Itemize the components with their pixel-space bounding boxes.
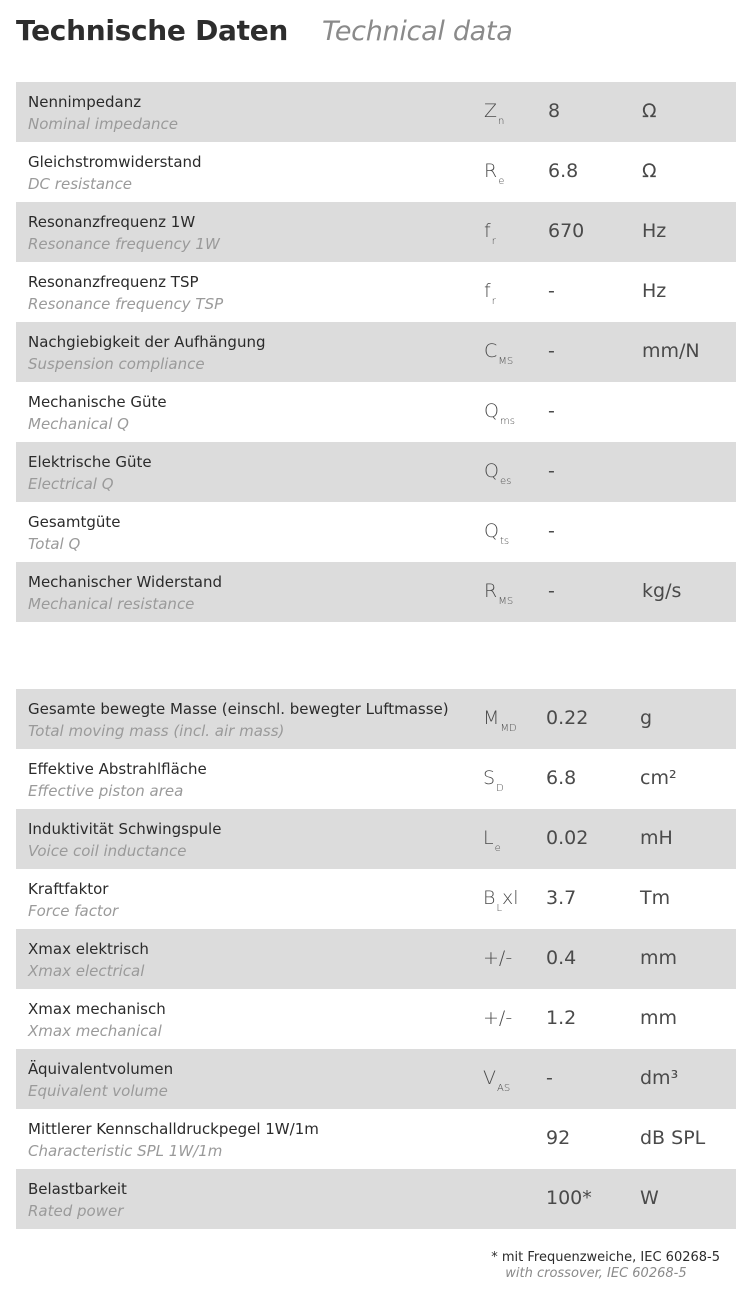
spec-symbol-main: B [483, 887, 496, 909]
spec-symbol [483, 1007, 513, 1029]
spec-unit: Ω [642, 160, 657, 182]
spec-unit: Ω [642, 100, 657, 122]
spec-row [16, 502, 736, 562]
spec-symbol-main: Z [484, 100, 498, 122]
spec-symbol-main: Q [484, 520, 499, 542]
page-heading [16, 14, 512, 58]
spec-symbol [483, 827, 501, 854]
spec-label-english: Resonance frequency 1W [28, 235, 220, 253]
spec-label-german: Xmax mechanisch [28, 1000, 166, 1018]
spec-symbol [484, 100, 505, 127]
spec-row [16, 1049, 736, 1109]
spec-symbol-subscript: MD [500, 723, 517, 734]
spec-label-german: Nennimpedanz [28, 93, 142, 111]
spec-symbol-subscript: ts [499, 536, 510, 547]
spec-value: 1.2 [546, 1007, 577, 1029]
spec-label-german: Nachgiebigkeit der Aufhängung [28, 333, 266, 351]
spec-unit: mH [640, 827, 673, 849]
spec-label-english: Nominal impedance [28, 115, 179, 133]
spec-symbol [484, 400, 515, 427]
spec-unit: kg/s [642, 580, 682, 602]
spec-unit: cm² [640, 767, 677, 789]
spec-row [16, 689, 736, 749]
spec-symbol [483, 947, 513, 969]
spec-row [16, 869, 736, 929]
spec-symbol-main: C [484, 340, 498, 362]
spec-symbol [483, 1187, 484, 1209]
spec-symbol-subscript: MS [498, 596, 514, 607]
spec-label-german: Äquivalentvolumen [28, 1060, 174, 1078]
spec-symbol-main: S [483, 767, 496, 789]
spec-symbol-main: L [483, 827, 494, 849]
spec-label-german: Belastbarkeit [28, 1180, 127, 1198]
spec-label-english: Voice coil inductance [28, 842, 187, 860]
spec-row [16, 202, 736, 262]
spec-symbol-main: +/- [483, 947, 513, 969]
spec-label-english: Xmax mechanical [28, 1022, 162, 1040]
spec-value: - [548, 340, 555, 362]
spec-unit: mm [640, 947, 678, 969]
spec-label-english: Effective piston area [28, 782, 184, 800]
spec-label-english: Total Q [28, 535, 81, 553]
spec-value: 100* [546, 1187, 592, 1209]
spec-unit: Hz [642, 280, 667, 302]
spec-symbol [483, 767, 504, 794]
spec-label-english: Characteristic SPL 1W/1m [28, 1142, 223, 1160]
spec-row [16, 989, 736, 1049]
spec-symbol-subscript: L [496, 903, 503, 914]
heading-english: Technical data [322, 16, 513, 47]
spec-symbol-subscript: e [498, 176, 505, 187]
heading-german: Technische Daten [16, 14, 289, 47]
spec-label-english: Rated power [28, 1202, 124, 1220]
spec-symbol-main: M [483, 707, 500, 729]
spec-value: - [548, 520, 555, 542]
spec-symbol [483, 1127, 484, 1149]
spec-label-german: Elektrische Güte [28, 453, 152, 471]
spec-symbol-subscript: ms [499, 416, 515, 427]
spec-label-german: Resonanzfrequenz TSP [28, 273, 199, 291]
spec-row [16, 382, 736, 442]
spec-label-german: Kraftfaktor [28, 880, 109, 898]
spec-label-english: DC resistance [28, 175, 133, 193]
spec-value: - [548, 460, 555, 482]
spec-unit: dm³ [640, 1067, 679, 1089]
spec-symbol-subscript: n [498, 116, 505, 127]
spec-symbol-main: Q [484, 400, 499, 422]
spec-label-english: Force factor [28, 902, 119, 920]
spec-row [16, 1109, 736, 1169]
spec-row [16, 262, 736, 322]
spec-symbol-main: f [484, 220, 491, 242]
spec-symbol [484, 580, 514, 607]
footnote-german: * mit Frequenzweiche, IEC 60268-5 [491, 1250, 720, 1265]
spec-unit: mm/N [642, 340, 700, 362]
spec-symbol-main: f [484, 280, 491, 302]
spec-row [16, 749, 736, 809]
spec-symbol-subscript: r [491, 296, 496, 307]
specs-table-electrical [16, 82, 736, 622]
spec-symbol-main: R [484, 160, 498, 182]
spec-symbol [484, 460, 512, 487]
spec-symbol [484, 280, 496, 307]
spec-symbol [483, 1067, 511, 1094]
spec-symbol-subscript: es [499, 476, 512, 487]
spec-symbol-main: R [484, 580, 498, 602]
spec-label-english: Total moving mass (incl. air mass) [28, 722, 285, 740]
spec-row [16, 322, 736, 382]
spec-value: - [546, 1067, 553, 1089]
spec-symbol-subscript: MS [498, 356, 514, 367]
spec-symbol-main: +/- [483, 1007, 513, 1029]
spec-label-german: Resonanzfrequenz 1W [28, 213, 196, 231]
spec-label-english: Xmax electrical [28, 962, 145, 980]
spec-unit: g [640, 707, 653, 729]
spec-label-german: Mechanische Güte [28, 393, 167, 411]
spec-symbol-suffix: xl [502, 887, 519, 909]
spec-row [16, 82, 736, 142]
spec-value: - [548, 580, 555, 602]
spec-value: 670 [548, 220, 585, 242]
spec-label-german: Effektive Abstrahlfläche [28, 760, 207, 778]
spec-unit: mm [640, 1007, 678, 1029]
spec-value: 6.8 [548, 160, 579, 182]
spec-row [16, 142, 736, 202]
spec-label-german: Xmax elektrisch [28, 940, 149, 958]
spec-label-german: Gesamte bewegte Masse (einschl. bewegter Luftmasse) [28, 700, 449, 718]
spec-label-english: Mechanical resistance [28, 595, 195, 613]
spec-symbol-main: Q [484, 460, 499, 482]
spec-symbol [484, 520, 510, 547]
spec-symbol [484, 220, 496, 247]
spec-value: 0.22 [546, 707, 589, 729]
spec-row [16, 562, 736, 622]
spec-value: 92 [546, 1127, 571, 1149]
spec-value: - [548, 400, 555, 422]
spec-row [16, 1169, 736, 1229]
spec-unit: W [640, 1187, 659, 1209]
spec-row [16, 929, 736, 989]
spec-label-english: Electrical Q [28, 475, 114, 493]
specs-table-mechanical [16, 689, 736, 1229]
spec-label-german: Mechanischer Widerstand [28, 573, 223, 591]
spec-value: 6.8 [546, 767, 577, 789]
spec-row [16, 809, 736, 869]
spec-value: 8 [548, 100, 561, 122]
spec-symbol-subscript: AS [497, 1083, 511, 1094]
spec-row [16, 442, 736, 502]
spec-symbol [484, 340, 514, 367]
spec-symbol-subscript: D [496, 783, 504, 794]
spec-symbol [483, 707, 517, 734]
spec-label-german: Gesamtgüte [28, 513, 121, 531]
spec-symbol-main: V [483, 1067, 496, 1089]
spec-label-english: Resonance frequency TSP [28, 295, 224, 313]
spec-label-german: Gleichstromwiderstand [28, 153, 202, 171]
footnote-english: with crossover, IEC 60268-5 [505, 1266, 687, 1281]
spec-symbol [484, 160, 505, 187]
spec-value: - [548, 280, 555, 302]
spec-label-german: Induktivität Schwingspule [28, 820, 222, 838]
spec-label-german: Mittlerer Kennschalldruckpegel 1W/1m [28, 1120, 319, 1138]
spec-value: 0.4 [546, 947, 577, 969]
spec-unit: dB SPL [640, 1127, 706, 1149]
spec-label-english: Equivalent volume [28, 1082, 168, 1100]
spec-value: 3.7 [546, 887, 577, 909]
spec-label-english: Mechanical Q [28, 415, 129, 433]
spec-label-english: Suspension compliance [28, 355, 205, 373]
spec-unit: Hz [642, 220, 667, 242]
spec-symbol-subscript: e [494, 843, 501, 854]
spec-unit: Tm [640, 887, 671, 909]
spec-symbol-subscript: r [491, 236, 496, 247]
footnote [491, 1250, 720, 1281]
spec-symbol [483, 887, 519, 914]
spec-value: 0.02 [546, 827, 589, 849]
